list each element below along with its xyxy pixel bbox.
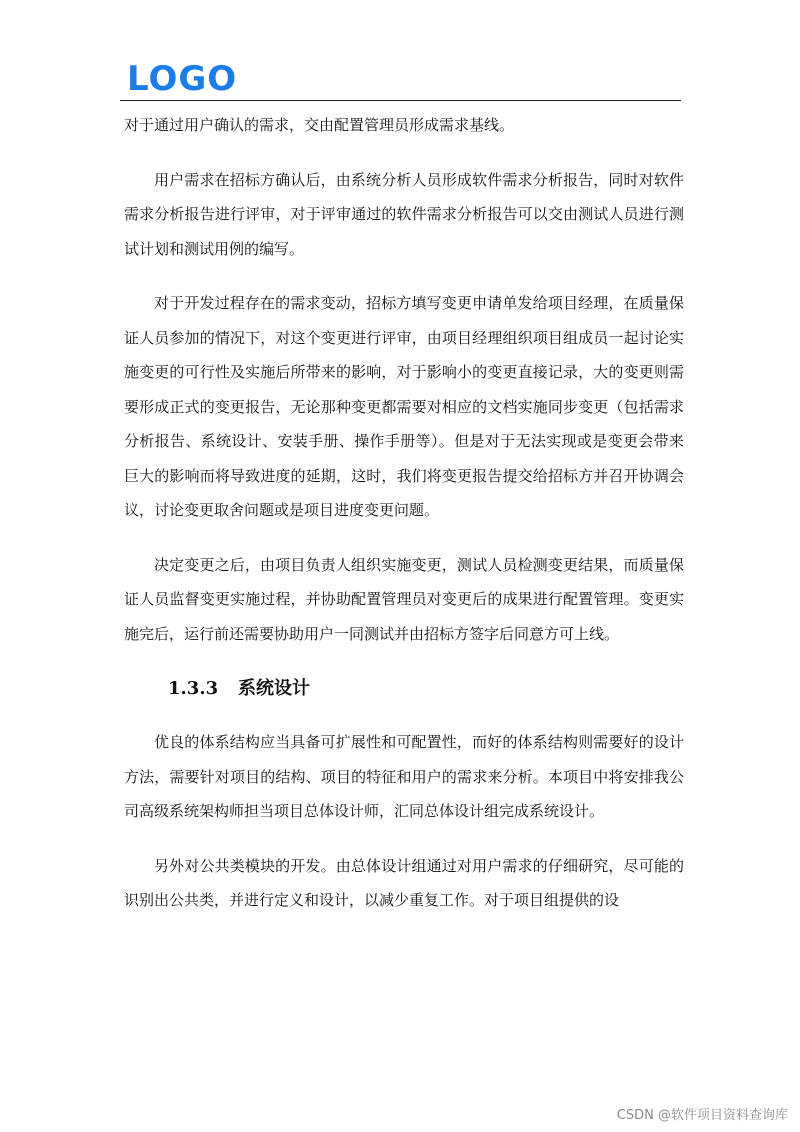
paragraph: 对于开发过程存在的需求变动，招标方填写变更申请单发给项目经理，在质量保证人员参加的情况下，对这个变更进行评审，由项目经理组织项目组成员一起讨论实施变更的可行性及实施后所带来的影响，对于影响小的变更直接记录，大的变更则需要形成正式的变更报告，无论那种变更都需要对相应的文档实施同步变更（包括需求分析报告、系统设计、安装手册、操作手册等）。但是对于无法实现或是变更会带来巨大的影响而将导致进度的延期，这时，我们将变更报告提交给招标方并召开协调会议，讨论变更取舍问题或是项目进度变更问题。 (124, 294, 684, 519)
section-heading (124, 671, 684, 707)
paragraph: 另外对公共类模块的开发。由总体设计组通过对用户需求的仔细研究，尽可能的识别出公共类，并进行定义和设计，以减少重复工作。对于项目组提供的设 (124, 856, 684, 909)
paragraph: 用户需求在招标方确认后，由系统分析人员形成软件需求分析报告，同时对软件需求分析报告进行评审，对于评审通过的软件需求分析报告可以交由测试人员进行测试计划和测试用例的编写。 (124, 170, 684, 258)
paragraph: 对于通过用户确认的需求，交由配置管理员形成需求基线。 (124, 116, 515, 134)
source-watermark: CSDN @软件项目资料查询库 (616, 1108, 788, 1123)
paragraph: 优良的体系结构应当具备可扩展性和可配置性，而好的体系结构则需要好的设计方法，需要针对项目的结构、项目的特征和用户的需求来分析。本项目中将安排我公司高级系统架构师担当项目总体设计师，汇同总体设计组完成系统设计。 (124, 733, 684, 820)
paragraph: 决定变更之后，由项目负责人组织实施变更，测试人员检测变更结果，而质量保证人员监督变更实施过程，并协助配置管理员对变更后的成果进行配置管理。变更实施完后，运行前还需要协助用户一同测试并由招标方签字后同意方可上线。 (124, 555, 684, 643)
header-divider (120, 100, 681, 101)
company-logo: LOGO (127, 59, 238, 99)
section-number: 1.3.3 (168, 678, 219, 699)
section-title: 系统设计 (238, 678, 310, 699)
document-body (124, 108, 684, 938)
